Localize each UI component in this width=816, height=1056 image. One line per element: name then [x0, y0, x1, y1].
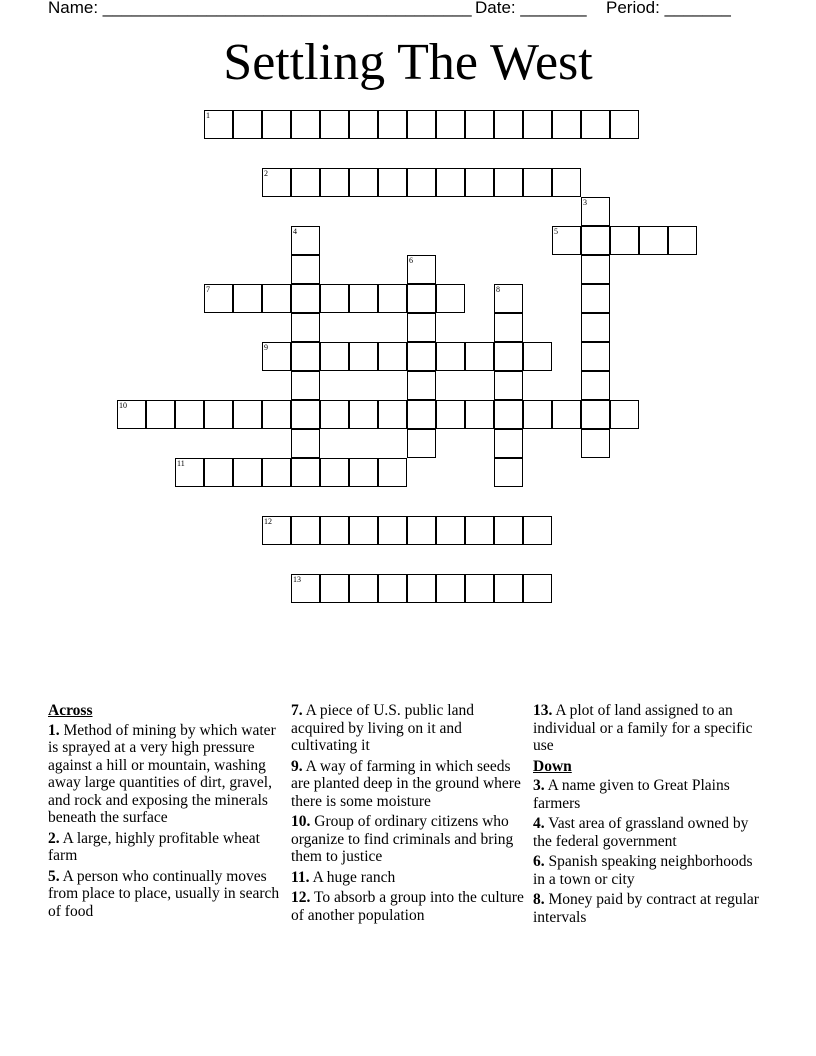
- crossword-cell[interactable]: [610, 400, 639, 429]
- clue-number: 11.: [291, 868, 310, 886]
- across-clue-5: [48, 868, 283, 921]
- crossword-cell[interactable]: [233, 110, 262, 139]
- crossword-cell[interactable]: [291, 400, 320, 429]
- date-field[interactable]: Date: _______: [475, 0, 587, 17]
- clue-text: Money paid by contract at regular intervals: [533, 891, 759, 926]
- crossword-cell[interactable]: [262, 400, 291, 429]
- crossword-cell[interactable]: [378, 342, 407, 371]
- crossword-cell[interactable]: [523, 168, 552, 197]
- cell-number: 8: [496, 285, 500, 294]
- crossword-cell[interactable]: [320, 342, 349, 371]
- clue-text: Method of mining by which water is sprayed at a very high pressure against a hill or mountain, washing away large quantities of dirt, gravel, and rock and exposing the minerals beneath the surface: [48, 721, 276, 826]
- crossword-cell[interactable]: [436, 168, 465, 197]
- across-clue-12: [291, 889, 526, 924]
- crossword-cell[interactable]: [668, 226, 697, 255]
- crossword-cell[interactable]: [494, 371, 523, 400]
- crossword-cell[interactable]: [378, 168, 407, 197]
- cell-number: 5: [554, 227, 558, 236]
- crossword-cell[interactable]: [581, 255, 610, 284]
- crossword-cell[interactable]: [581, 110, 610, 139]
- crossword-cell[interactable]: [465, 168, 494, 197]
- crossword-cell[interactable]: [465, 400, 494, 429]
- crossword-cell[interactable]: [291, 458, 320, 487]
- crossword-cell[interactable]: [407, 516, 436, 545]
- down-clue-4: [533, 815, 768, 850]
- crossword-cell[interactable]: [349, 458, 378, 487]
- clue-number: 5.: [48, 867, 60, 885]
- across-heading: Across: [48, 702, 93, 719]
- crossword-cell[interactable]: [436, 574, 465, 603]
- crossword-cell[interactable]: [320, 284, 349, 313]
- cell-number: 10: [119, 401, 127, 410]
- crossword-cell[interactable]: [494, 313, 523, 342]
- crossword-cell[interactable]: [465, 574, 494, 603]
- crossword-cell[interactable]: [494, 400, 523, 429]
- cell-number: 4: [293, 227, 297, 236]
- clue-text: A person who continually moves from place to place, usually in search of food: [48, 867, 280, 920]
- crossword-cell[interactable]: [378, 110, 407, 139]
- crossword-cell[interactable]: [204, 400, 233, 429]
- crossword-cell[interactable]: [581, 400, 610, 429]
- crossword-cell[interactable]: [349, 342, 378, 371]
- clue-text: A piece of U.S. public land acquired by living on it and cultivating it: [291, 702, 474, 754]
- crossword-cell[interactable]: [291, 516, 320, 545]
- page-title: Settling The West: [223, 34, 593, 91]
- crossword-cell[interactable]: [494, 110, 523, 139]
- crossword-cell[interactable]: [204, 110, 233, 139]
- down-clue-8: [533, 891, 768, 926]
- crossword-cell[interactable]: [581, 313, 610, 342]
- clue-number: 7.: [291, 702, 303, 719]
- clue-text: Spanish speaking neighborhoods in a town or city: [533, 853, 753, 888]
- cell-number: 9: [264, 343, 268, 352]
- crossword-cell[interactable]: [262, 342, 291, 371]
- across-clue-7: [291, 702, 526, 755]
- clue-number: 9.: [291, 757, 303, 775]
- clue-text: A plot of land assigned to an individual or a family for a specific use: [533, 702, 753, 754]
- crossword-cell[interactable]: [581, 429, 610, 458]
- period-field[interactable]: Period: _______: [606, 0, 731, 17]
- crossword-cell[interactable]: [262, 458, 291, 487]
- cell-number: 3: [583, 198, 587, 207]
- crossword-cell[interactable]: [581, 197, 610, 226]
- crossword-cell[interactable]: [465, 516, 494, 545]
- crossword-cell[interactable]: [349, 168, 378, 197]
- crossword-cell[interactable]: [581, 342, 610, 371]
- crossword-cell[interactable]: [175, 458, 204, 487]
- cell-number: 7: [206, 285, 210, 294]
- crossword-cell[interactable]: [610, 110, 639, 139]
- crossword-cell[interactable]: [610, 226, 639, 255]
- crossword-cell[interactable]: [320, 574, 349, 603]
- crossword-cell[interactable]: [291, 313, 320, 342]
- crossword-cell[interactable]: [407, 110, 436, 139]
- across-clue-10: [291, 813, 526, 866]
- down-clue-3: [533, 777, 768, 812]
- crossword-cell[interactable]: [378, 516, 407, 545]
- cell-number: 12: [264, 517, 272, 526]
- crossword-cell[interactable]: [407, 574, 436, 603]
- clue-number: 3.: [533, 777, 545, 794]
- crossword-cell[interactable]: [552, 168, 581, 197]
- crossword-cell[interactable]: [436, 284, 465, 313]
- clue-number: 8.: [533, 891, 545, 908]
- clue-text: A way of farming in which seeds are planted deep in the ground where there is some moisture: [291, 757, 521, 810]
- clue-text: A huge ranch: [312, 868, 396, 886]
- crossword-cell[interactable]: [407, 255, 436, 284]
- cell-number: 11: [177, 459, 185, 468]
- crossword-cell[interactable]: [552, 400, 581, 429]
- crossword-cell[interactable]: [436, 516, 465, 545]
- crossword-cell[interactable]: [436, 342, 465, 371]
- clue-number: 10.: [291, 813, 311, 830]
- crossword-cell[interactable]: [523, 574, 552, 603]
- crossword-cell[interactable]: [291, 255, 320, 284]
- crossword-cell[interactable]: [349, 110, 378, 139]
- crossword-cell[interactable]: [523, 110, 552, 139]
- clue-number: 13.: [533, 702, 553, 719]
- crossword-cell[interactable]: [117, 400, 146, 429]
- crossword-cell[interactable]: [378, 400, 407, 429]
- crossword-cell[interactable]: [407, 371, 436, 400]
- crossword-cell[interactable]: [320, 516, 349, 545]
- crossword-cell[interactable]: [639, 226, 668, 255]
- across-clue-2: [48, 830, 283, 865]
- crossword-cell[interactable]: [494, 574, 523, 603]
- down-clue-6: [533, 853, 768, 888]
- crossword-cell[interactable]: [291, 371, 320, 400]
- crossword-cell[interactable]: [233, 284, 262, 313]
- crossword-cell[interactable]: [552, 110, 581, 139]
- crossword-cell[interactable]: [465, 342, 494, 371]
- crossword-cell[interactable]: [291, 429, 320, 458]
- cell-number: 6: [409, 256, 413, 265]
- crossword-cell[interactable]: [407, 284, 436, 313]
- crossword-cell[interactable]: [407, 168, 436, 197]
- clue-number: 2.: [48, 829, 60, 847]
- crossword-cell[interactable]: [262, 284, 291, 313]
- crossword-cell[interactable]: [233, 458, 262, 487]
- crossword-cell[interactable]: [407, 429, 436, 458]
- crossword-cell[interactable]: [407, 400, 436, 429]
- crossword-cell[interactable]: [494, 342, 523, 371]
- crossword-cell[interactable]: [262, 110, 291, 139]
- crossword-cell[interactable]: [291, 342, 320, 371]
- crossword-cell[interactable]: [146, 400, 175, 429]
- clue-text: To absorb a group into the culture of another population: [291, 889, 524, 924]
- crossword-cell[interactable]: [581, 284, 610, 313]
- clue-text: Vast area of grassland owned by the federal government: [533, 815, 749, 850]
- crossword-cell[interactable]: [291, 226, 320, 255]
- cell-number: 1: [206, 111, 210, 120]
- crossword-cell[interactable]: [378, 574, 407, 603]
- clue-number: 12.: [291, 889, 311, 906]
- cell-number: 13: [293, 575, 301, 584]
- crossword-cell[interactable]: [175, 400, 204, 429]
- crossword-cell[interactable]: [407, 313, 436, 342]
- crossword-cell[interactable]: [494, 429, 523, 458]
- clue-text: A large, highly profitable wheat farm: [48, 829, 260, 864]
- crossword-cell[interactable]: [349, 516, 378, 545]
- crossword-cell[interactable]: [291, 284, 320, 313]
- crossword-cell[interactable]: [349, 284, 378, 313]
- crossword-cell[interactable]: [436, 400, 465, 429]
- crossword-cell[interactable]: [291, 168, 320, 197]
- cell-number: 2: [264, 169, 268, 178]
- crossword-cell[interactable]: [262, 168, 291, 197]
- crossword-cell[interactable]: [291, 574, 320, 603]
- crossword-cell[interactable]: [494, 516, 523, 545]
- clues-column-1: [48, 702, 283, 923]
- crossword-cell[interactable]: [262, 516, 291, 545]
- crossword-cell[interactable]: [581, 371, 610, 400]
- clues-column-3: [533, 702, 768, 929]
- crossword-cell[interactable]: [523, 400, 552, 429]
- crossword-cell[interactable]: [378, 458, 407, 487]
- crossword-cell[interactable]: [494, 168, 523, 197]
- crossword-cell[interactable]: [204, 284, 233, 313]
- across-clue-11: [291, 869, 526, 887]
- crossword-cell[interactable]: [233, 400, 262, 429]
- crossword-cell[interactable]: [523, 342, 552, 371]
- name-field[interactable]: Name: _______________________________________: [48, 0, 472, 17]
- crossword-cell[interactable]: [349, 400, 378, 429]
- across-clue-1: [48, 722, 283, 827]
- crossword-cell[interactable]: [523, 516, 552, 545]
- crossword-cell[interactable]: [581, 226, 610, 255]
- crossword-cell[interactable]: [204, 458, 233, 487]
- crossword-cell[interactable]: [320, 458, 349, 487]
- crossword-cell[interactable]: [436, 110, 465, 139]
- clue-number: 1.: [48, 721, 60, 739]
- across-clue-9: [291, 758, 526, 811]
- crossword-cell[interactable]: [552, 226, 581, 255]
- crossword-cell[interactable]: [494, 458, 523, 487]
- crossword-cell[interactable]: [291, 110, 320, 139]
- down-heading: Down: [533, 757, 572, 775]
- clue-text: Group of ordinary citizens who organize to find criminals and bring them to justice: [291, 813, 514, 865]
- clues-column-2: [291, 702, 526, 927]
- crossword-cell[interactable]: [320, 400, 349, 429]
- clue-number: 4.: [533, 815, 545, 832]
- across-clue-13: [533, 702, 768, 755]
- crossword-cell[interactable]: [465, 110, 494, 139]
- crossword-cell[interactable]: [320, 110, 349, 139]
- clue-text: A name given to Great Plains farmers: [533, 777, 730, 812]
- crossword-cell[interactable]: [407, 342, 436, 371]
- clue-number: 6.: [533, 853, 545, 870]
- crossword-cell[interactable]: [320, 168, 349, 197]
- crossword-cell[interactable]: [378, 284, 407, 313]
- crossword-cell[interactable]: [349, 574, 378, 603]
- crossword-cell[interactable]: [494, 284, 523, 313]
